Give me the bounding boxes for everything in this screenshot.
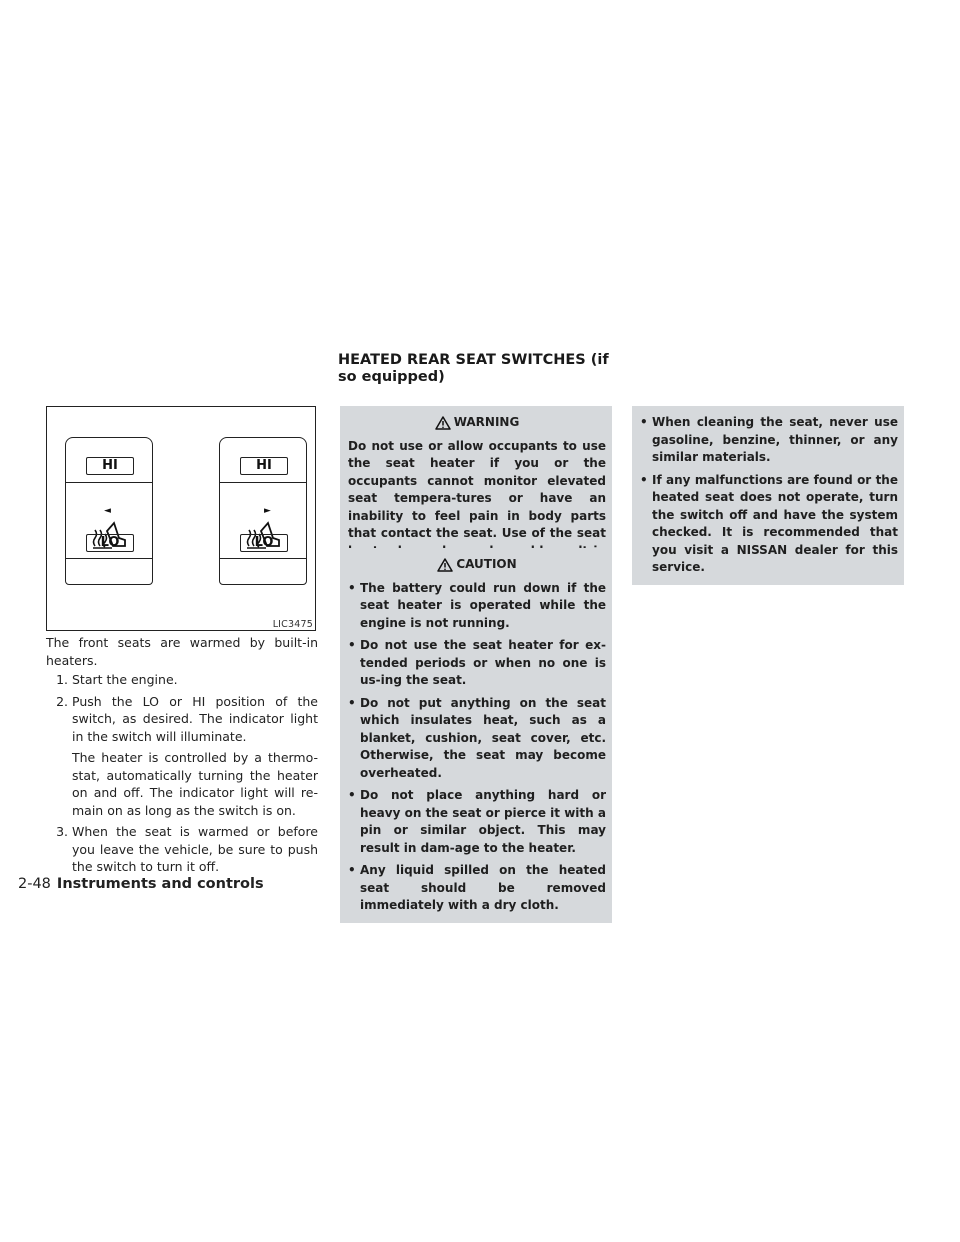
caution-icon bbox=[437, 558, 453, 572]
step-3 bbox=[46, 823, 318, 876]
caution-item: • Do not place anything hard or heavy on the seat or pierce it with a pin or similar object. This may result in dam-age to the heater. bbox=[348, 788, 606, 855]
warning-icon bbox=[435, 416, 451, 430]
step-2-note bbox=[46, 749, 318, 819]
caution-item: • If any malfunctions are found or the heated seat does not operate, turn the switch off and have the system checked. It is recommended that you visit a NISSAN dealer for this service. bbox=[640, 472, 898, 574]
caution-header bbox=[348, 556, 606, 574]
caution-title: CAUTION bbox=[456, 557, 517, 571]
chapter-title: Instruments and controls bbox=[56, 876, 264, 892]
step-number: 3. bbox=[56, 824, 68, 839]
left-arrow-icon: ◄ bbox=[104, 506, 111, 516]
warning-text: Do not use or allow occupants to use the seat heater if you or the occupants cannot monitor elevated seat tempera-tures or have an inability to feel pain in body parts that contact the seat. Use of the seat bbox=[348, 438, 606, 540]
step-number bbox=[46, 749, 72, 819]
warning-title: WARNING bbox=[453, 415, 520, 429]
switch-divider-bottom bbox=[220, 558, 306, 559]
caution-box bbox=[340, 548, 612, 923]
step-text: Push the LO or HI position of the switch, as desired. The indicator light in the switch will illuminate. bbox=[72, 693, 318, 744]
page-number: 2-48 bbox=[18, 876, 51, 892]
intro-paragraph: The front seats are warmed by built-in heaters. bbox=[46, 635, 318, 668]
step-text: The heater is controlled by a thermo-stat, automatically turning the heater on and off. The indicator light will re-main on as long as the switch is on. bbox=[72, 750, 318, 818]
step-number: 1. bbox=[56, 672, 68, 687]
caution-item: • When cleaning the seat, never use gasoline, benzine, thinner, or any similar materials. bbox=[640, 415, 898, 464]
switch-divider-top bbox=[220, 482, 306, 483]
right-seat-heater-switch bbox=[219, 437, 307, 585]
right-arrow-icon: ► bbox=[264, 506, 271, 516]
step-1 bbox=[46, 671, 318, 689]
hi-button-label: HI bbox=[86, 457, 134, 475]
caution-continued-box bbox=[632, 406, 904, 585]
lo-button-label: LO bbox=[86, 534, 134, 552]
hi-button-label: HI bbox=[240, 457, 288, 475]
step-text: When the seat is warmed or before you leave the vehicle, be sure to push the switch to turn it off. bbox=[72, 824, 318, 874]
switch-divider-top bbox=[66, 482, 152, 483]
caution-item: • Do not put anything on the seat which insulates heat, such as a blanket, cushion, seat cover, etc. Otherwise, the seat may become overheated. bbox=[348, 695, 606, 780]
step-2 bbox=[46, 693, 318, 746]
lo-button-label: LO bbox=[240, 534, 288, 552]
figure-code: LIC3475 bbox=[272, 619, 313, 630]
step-text: Start the engine. bbox=[72, 672, 178, 687]
step-number: 2. bbox=[56, 693, 68, 709]
seat-heater-switch-figure bbox=[46, 406, 316, 631]
section-title: HEATED REAR SEAT SWITCHES (if so equipped) bbox=[338, 352, 609, 385]
instructions-column bbox=[46, 634, 318, 876]
caution-item: • Do not use the seat heater for ex-tended periods or when no one is us-ing the seat. bbox=[348, 638, 606, 687]
caution-item: • The battery could run down if the seat heater is operated while the engine is not running. bbox=[348, 580, 606, 630]
caution-item: • Any liquid spilled on the heated seat should be removed immediately with a dry cloth. bbox=[348, 863, 606, 912]
switch-divider-bottom bbox=[66, 558, 152, 559]
page-footer bbox=[18, 876, 264, 892]
warning-header bbox=[348, 414, 606, 432]
left-seat-heater-switch bbox=[65, 437, 153, 585]
